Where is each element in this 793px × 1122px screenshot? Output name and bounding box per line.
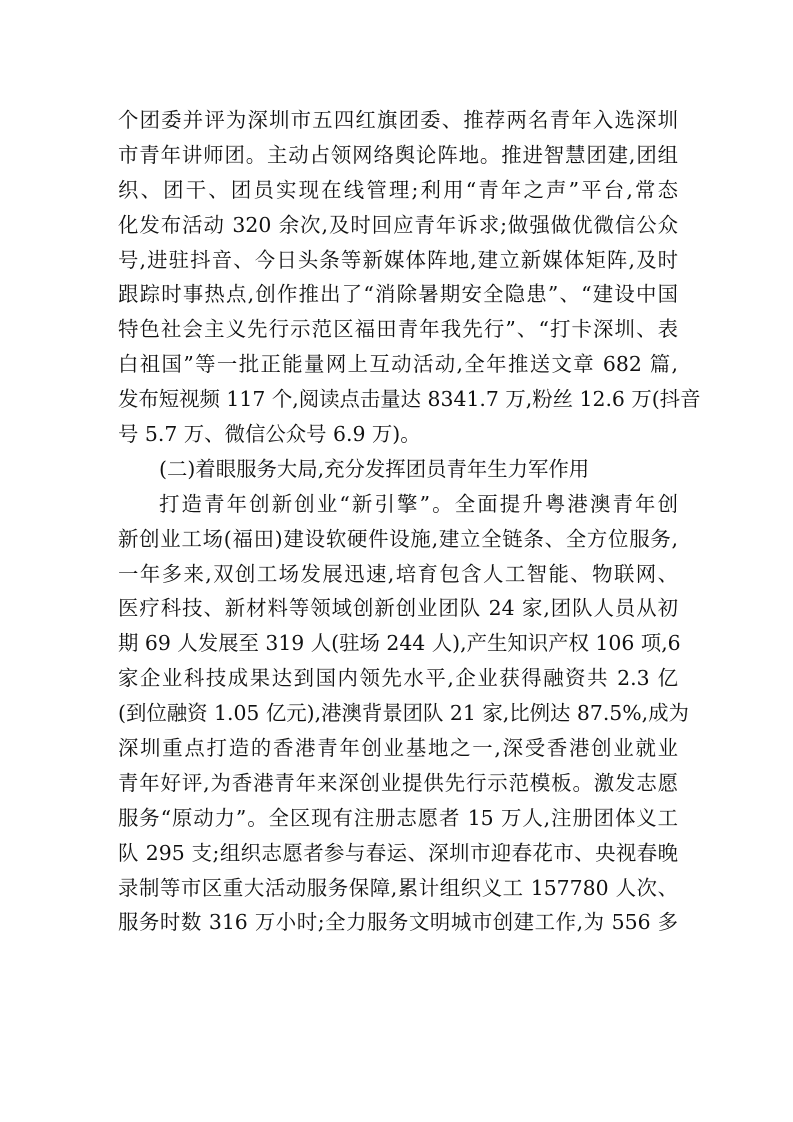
text-line: 发布短视频 117 个,阅读点击量达 8341.7 万,粉丝 12.6 万(抖音: [118, 387, 701, 412]
text-line: 织、团干、团员实现在线管理;利用“青年之声”平台,常态: [118, 177, 678, 202]
text-line: 服务时数 316 万小时;全力服务文明城市创建工作,为 556 多: [118, 910, 678, 935]
text-line: 家企业科技成果达到国内领先水平,企业获得融资共 2.3 亿: [118, 666, 678, 691]
text-line: (到位融资 1.05 亿元),港澳背景团队 21 家,比例达 87.5%,成为: [118, 701, 689, 726]
text-line: 新创业工场(福田)建设软硬件设施,建立全链条、全方位服务,: [118, 526, 678, 551]
text-line: 一年多来,双创工场发展迅速,培育包含人工智能、物联网、: [118, 561, 678, 586]
text-line: 录制等市区重大活动服务保障,累计组织义工 157780 人次、: [118, 875, 678, 900]
text-line: 市青年讲师团。主动占领网络舆论阵地。推进智慧团建,团组: [118, 142, 678, 167]
text-line: 个团委并评为深圳市五四红旗团委、推荐两名青年入选深圳: [118, 108, 678, 132]
text-line: 队 295 支;组织志愿者参与春运、深圳市迎春花市、央视春晚: [118, 840, 678, 865]
text-line: 打造青年创新创业“新引擎”。全面提升粤港澳青年创: [159, 491, 678, 516]
text-line: 化发布活动 320 余次,及时回应青年诉求;做强做优微信公众: [118, 212, 678, 237]
text-line: 号,进驻抖音、今日头条等新媒体阵地,建立新媒体矩阵,及时: [118, 247, 678, 272]
text-line: 白祖国”等一批正能量网上互动活动,全年推送文章 682 篇,: [118, 352, 678, 377]
section-heading: (二)着眼服务大局,充分发挥团员青年生力军作用: [159, 456, 590, 481]
body-text: [118, 103, 701, 940]
text-line: 服务“原动力”。全区现有注册志愿者 15 万人,注册团体义工: [118, 805, 678, 830]
text-line: 号 5.7 万、微信公众号 6.9 万)。: [118, 422, 421, 447]
text-line: 特色社会主义先行示范区福田青年我先行”、“打卡深圳、表: [118, 317, 678, 342]
text-line: 跟踪时事热点,创作推出了“消除暑期安全隐患”、“建设中国: [118, 282, 678, 307]
text-line: 青年好评,为香港青年来深创业提供先行示范模板。激发志愿: [118, 770, 678, 795]
text-line: 医疗科技、新材料等领域创新创业团队 24 家,团队人员从初: [118, 596, 678, 621]
text-line: 深圳重点打造的香港青年创业基地之一,深受香港创业就业: [118, 736, 678, 761]
text-line: 期 69 人发展至 319 人(驻场 244 人),产生知识产权 106 项,6: [118, 631, 681, 656]
